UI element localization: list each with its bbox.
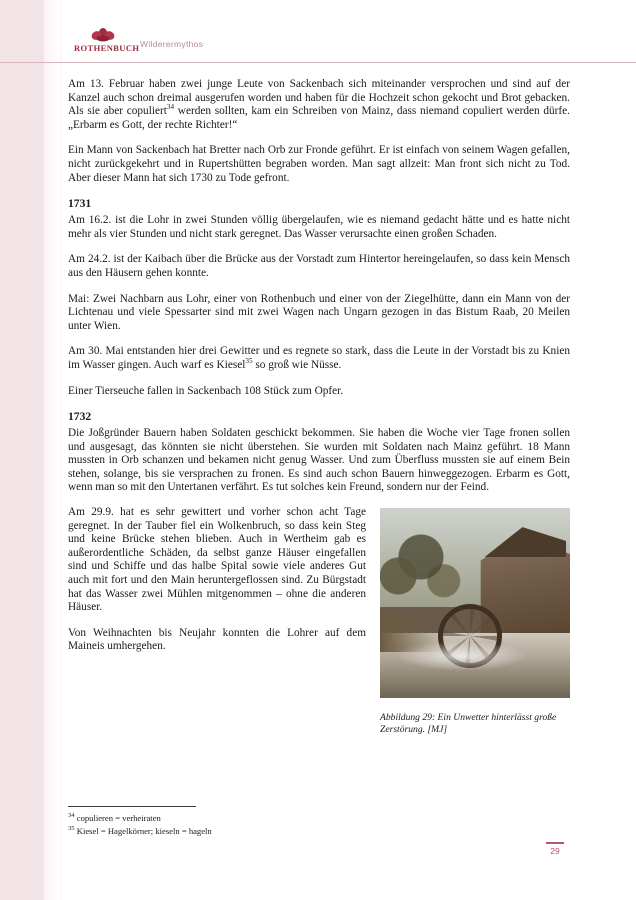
header-divider (0, 62, 636, 63)
paragraph-1731-kaibach: Am 24.2. ist der Kaibach über die Brücke aus der Vorstadt zum Hintertor hereingelaufen, so dass kein Mensch aus den Häusern gehen konnte. (68, 253, 570, 279)
paragraph-1730-copulation (68, 78, 570, 132)
year-heading-1731: 1731 (68, 197, 92, 211)
page-number-rule (546, 842, 564, 844)
illustration-trees (380, 519, 471, 614)
footnote-34 (68, 813, 488, 824)
paragraph-1731-gewitter (68, 345, 570, 372)
paragraph-1732-maineis: Von Weihnachten bis Neujahr konnten die Lohrer auf dem Maineis umhergehen. (68, 626, 366, 653)
page-content (68, 78, 570, 742)
footnote-ref-34: 34 (166, 103, 175, 112)
figure-caption: Abbildung 29: Ein Unwetter hinterlässt große Zerstörung. [MJ] (380, 712, 557, 736)
paragraph-1732-bauern: Die Joßgründer Bauern haben Soldaten geschickt bekommen. Sie haben die Woche vier Tage fronen sollen und ausgesagt, das könnten sie nicht überstehen. Sie wurden mit Soldaten nach Mainz geführt. 18 Mann mussten in Orb schanzen und bekamen nicht genug Wasser. Und zum Überfluss mussten sie auf einem Bein stehen, solange, bis sie versprachen zu fronen. Es sind auch schon Bauern hinweggezogen. Erbarm es Gott, wenn man so mit den Untertanen verfährt. Es tut solches kein Freund, sondern nur der Feind. (68, 427, 570, 494)
left-decorative-band (0, 0, 44, 900)
paragraph-1731-ungarn: Mai: Zwei Nachbarn aus Lohr, einer von Rothenbuch und einer von der Ziegelhütte, dann ein Mann von der Lichtenau und viele Spessarter sind mit zwei Wagen nach Ungarn gezogen in das Bistum Raab, 20 Meilen unter Wien. (68, 292, 570, 332)
page-number: 29 (550, 846, 560, 856)
page-number-block (540, 842, 570, 856)
logo-wordmark: ROTHENBUCH (74, 43, 140, 53)
paragraph-text-cont: so groß wie Nüsse. (252, 358, 342, 371)
rothenbuch-logo (74, 26, 140, 60)
flower-icon (90, 26, 116, 42)
left-gradient-band (44, 0, 60, 900)
page-header (0, 0, 636, 62)
footnote-text-34: copulieren = verheiraten (76, 813, 161, 823)
footnotes-block (68, 806, 488, 840)
paragraph-text-cont: werden sollten, kam ein Schreiben von Mainz, dass niemand copuliert werden dürfe. „Erbarm es Gott, der rechte Richter!“ (68, 105, 571, 131)
footnote-35 (68, 826, 488, 837)
figure-29 (380, 508, 570, 736)
footnote-marker-34: 34 (68, 812, 75, 820)
paragraph-1730-fronde: Ein Mann von Sackenbach hat Bretter nach Orb zur Fronde geführt. Er ist einfach von seinem Wagen gefallen, nicht zurückgekehrt und in Rupertshütten begraben worden. Man sagt allzeit: Man front sich nicht zu Tod. Aber dieser Mann hat sich 1730 zu Tode gefront. (68, 144, 570, 184)
paragraph-1731-tierseuche: Einer Tierseuche fallen in Sackenbach 108 Stück zum Opfer. (68, 384, 344, 397)
paragraph-text: Am 30. Mai entstanden hier drei Gewitter und es regnete so stark, dass die Leute in der Vorstadt bis zu Knien im Wasser gingen. Auch warf es Kiesel (68, 345, 570, 371)
year-heading-1732: 1732 (68, 410, 92, 424)
footnote-ref-35: 35 (245, 357, 253, 366)
paragraph-text: Am 13. Februar haben zwei junge Leute von Sackenbach sich miteinander versprochen und sind auf der Kanzel auch schon dreimal ausgerufen worden und haben für die Hochzeit schon gekocht und Brot gebacken. Als sie aber copuliert (68, 78, 570, 118)
footnote-text-35: Kiesel = Hagelkörner; kieseln = hageln (76, 826, 212, 837)
paragraph-1732-wolkenbruch: Am 29.9. hat es sehr gewittert und vorher schon acht Tage geregnet. In der Tauber fiel ein Wolkenbruch, so dass kein Steg und keine Brücke stehen blieben. Auch in Wertheim gab es außerordentliche Schäden, da selbst ganze Häuser eingefallen sind und Schiffe und das halbe Spital sowie viele anderes Gut auch mit fort und den Main heruntergeflossen sind. Zu Bürgstadt hat das Wasser zwei Mühlen mitgenommen – ohne die anderen Häuser. (68, 506, 366, 614)
paragraph-1731-lohr-flood: Am 16.2. ist die Lohr in zwei Stunden völlig übergelaufen, wie es niemand gedacht hätte und es hatte nicht mehr als vier Stunden und nicht stark geregnet. Das Wasser verursachte einen großen Schaden. (68, 214, 570, 240)
header-title: Wilderermythos (140, 39, 204, 49)
illustration-foam (395, 641, 528, 671)
unwetter-illustration (380, 508, 570, 698)
footnote-marker-35: 35 (68, 825, 75, 833)
footnote-divider (68, 806, 196, 807)
